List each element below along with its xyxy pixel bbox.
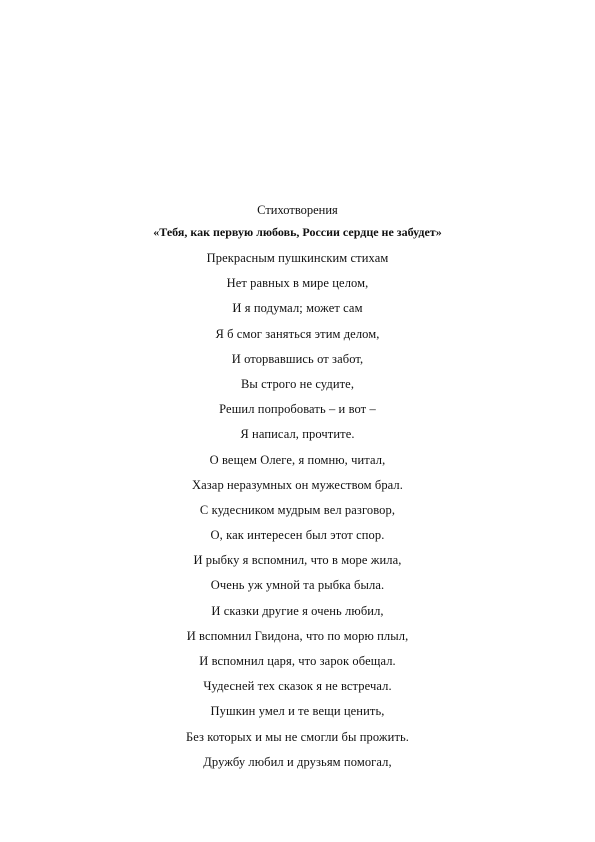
poem-block	[0, 199, 595, 775]
poem-line: О, как интересен был этот спор.	[210, 528, 385, 543]
poem-line: Хазар неразумных он мужеством брал.	[191, 477, 403, 492]
poem-line: Очень уж умной та рыбка была.	[210, 578, 385, 593]
poem-line: И вспомнил царя, что зарок обещал.	[199, 654, 396, 668]
poem-line: О вещем Олеге, я помню, читал,	[209, 452, 386, 467]
poem-line: С кудесником мудрым вел разговор,	[199, 502, 396, 517]
poem-line: И вспомнил Гвидона, что по морю плыл,	[186, 628, 409, 643]
poem-line: И сказки другие я очень любил,	[211, 603, 384, 618]
poem-lines	[0, 246, 595, 775]
poem-line: Без которых и мы не смогли бы прожить.	[185, 729, 410, 744]
poem-line: Нет равных в мире целом,	[226, 276, 369, 291]
poem-line: И рыбку я вспомнил, что в море жила,	[193, 553, 402, 568]
poem-line: Я б смог заняться этим делом,	[215, 326, 380, 341]
poem-line: Я написал, прочтите.	[240, 427, 355, 442]
section-heading: Стихотворения	[257, 203, 338, 217]
poem-line: Вы строго не судите,	[240, 376, 355, 391]
poem-line: И я подумал; может сам	[232, 301, 363, 316]
poem-line: И оторвавшись от забот,	[231, 351, 364, 366]
poem-line: Решил попробовать – и вот –	[219, 402, 376, 417]
poem-line: Пушкин умел и те вещи ценить,	[210, 704, 385, 719]
poem-line: Прекрасным пушкинским стихам	[206, 251, 389, 265]
poem-title: «Тебя, как первую любовь, России сердце не забудет»	[153, 225, 442, 239]
poem-line: Чудесней тех сказок я не встречал.	[203, 679, 392, 694]
poem-line: Дружбу любил и друзьям помогал,	[203, 754, 392, 769]
